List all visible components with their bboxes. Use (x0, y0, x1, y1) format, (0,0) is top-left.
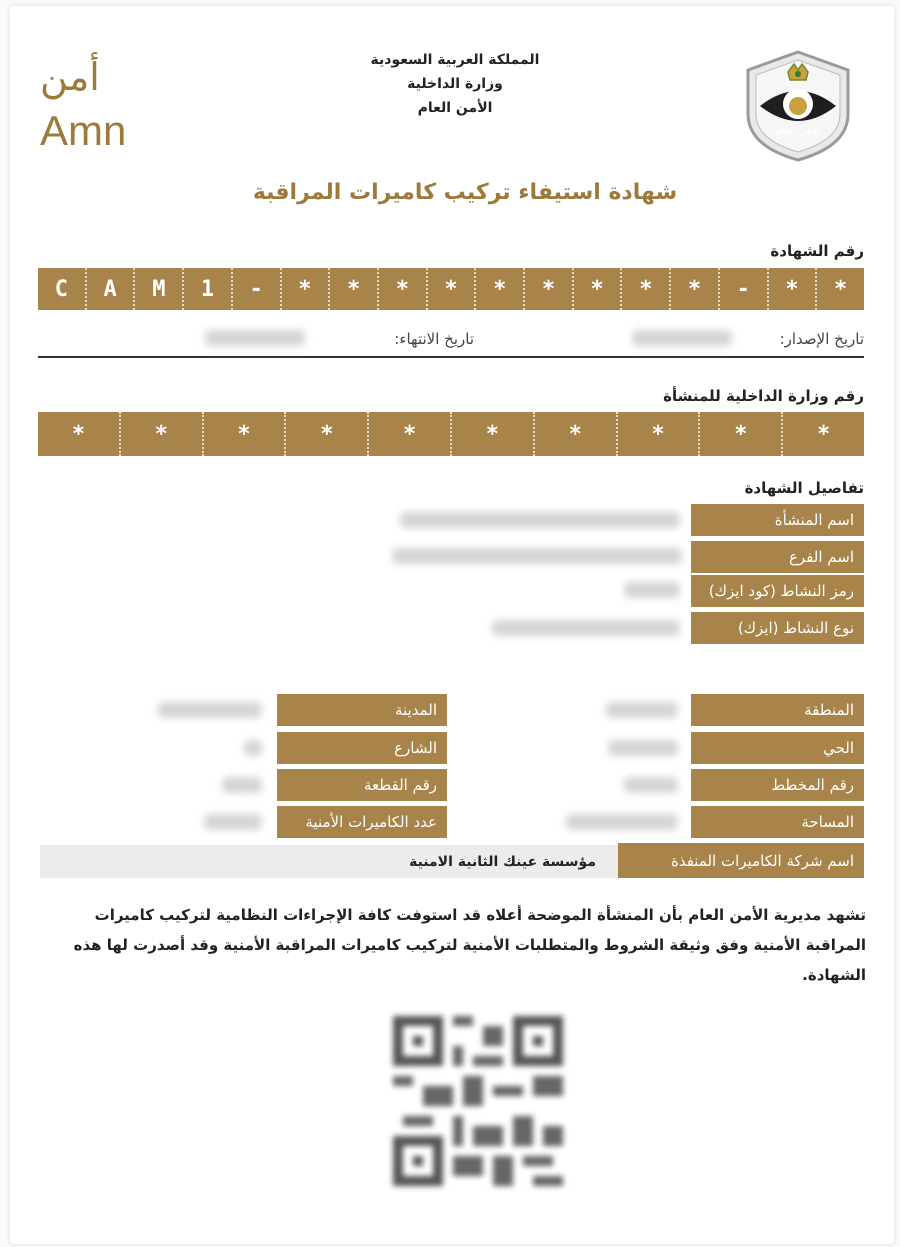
brand-arabic: أمن (40, 55, 100, 99)
cert-char: - (718, 268, 767, 310)
moi-char: * (202, 412, 285, 456)
moi-number-label: رقم وزارة الداخلية للمنشأة (663, 387, 864, 405)
field-area: المساحة (691, 806, 864, 838)
certificate-title: شهادة استيفاء تركيب كاميرات المراقبة (252, 180, 678, 205)
public-security-line: الأمن العام (417, 100, 493, 116)
amn-brand (40, 55, 127, 154)
cert-char: * (572, 268, 621, 310)
field-facility-name: اسم المنشأة (691, 504, 864, 536)
ministry-line: وزارة الداخلية (407, 76, 503, 92)
field-street: الشارع (277, 732, 447, 764)
issue-date-label: تاريخ الإصدار: (779, 330, 864, 348)
field-camera-count: عدد الكاميرات الأمنية (277, 806, 447, 838)
field-installer-company: اسم شركة الكاميرات المنفذة (618, 843, 864, 878)
cert-char: * (377, 268, 426, 310)
camera-count-value-redacted (204, 814, 262, 830)
issue-date-value-redacted (632, 330, 732, 346)
cert-char: C (54, 276, 69, 302)
kingdom-line: المملكة العربية السعودية (370, 52, 540, 68)
cert-char: * (620, 268, 669, 310)
qr-code-icon (393, 1015, 563, 1187)
moi-char: * (533, 412, 616, 456)
moi-char: * (367, 412, 450, 456)
details-label: تفاصيل الشهادة (744, 479, 864, 497)
cert-char: * (815, 268, 864, 310)
cert-char: M (133, 268, 182, 310)
activity-code-value-redacted (624, 582, 680, 598)
plot-number-value-redacted (222, 777, 262, 793)
brand-english: Amn (40, 107, 127, 154)
field-plan-number: رقم المخطط (691, 769, 864, 801)
cert-char: - (231, 268, 280, 310)
certificate-number-label: رقم الشهادة (770, 242, 864, 260)
public-security-emblem-icon (740, 48, 856, 164)
city-value-redacted (158, 702, 262, 718)
field-activity-code: رمز النشاط (كود ايزك) (691, 575, 864, 607)
district-value-redacted (608, 740, 678, 756)
field-branch-name: اسم الفرع (691, 541, 864, 573)
field-region: المنطقة (691, 694, 864, 726)
cert-char: 1 (182, 268, 231, 310)
issuer-header (350, 48, 560, 120)
region-value-redacted (606, 702, 678, 718)
activity-type-value-redacted (492, 620, 680, 636)
cert-char: * (280, 268, 329, 310)
cert-char: * (669, 268, 718, 310)
cert-char: * (767, 268, 816, 310)
field-plot-number: رقم القطعة (277, 769, 447, 801)
plan-number-value-redacted (624, 777, 678, 793)
moi-number-cells (38, 412, 864, 456)
installer-company-value: مؤسسة عينك الثانية الامنية (40, 845, 618, 878)
moi-char: * (781, 412, 864, 456)
cert-char: * (328, 268, 377, 310)
field-activity-type: نوع النشاط (ايزك) (691, 612, 864, 644)
moi-char: * (616, 412, 699, 456)
dates-row (38, 322, 864, 358)
cert-char: * (426, 268, 475, 310)
field-district: الحي (691, 732, 864, 764)
cert-char: A (85, 268, 134, 310)
certificate-number-cells (38, 268, 864, 310)
moi-char: * (698, 412, 781, 456)
facility-name-value-redacted (400, 512, 680, 528)
area-value-redacted (566, 814, 678, 830)
moi-char: * (119, 412, 202, 456)
cert-char: * (523, 268, 572, 310)
emblem-text: الأمن العام (775, 126, 821, 137)
street-value-redacted (244, 740, 262, 756)
moi-char: * (450, 412, 533, 456)
moi-char: * (284, 412, 367, 456)
branch-name-value-redacted (392, 548, 682, 564)
cert-char: * (474, 268, 523, 310)
expiry-date-value-redacted (205, 330, 305, 346)
moi-char: * (71, 421, 86, 447)
expiry-date-label: تاريخ الانتهاء: (394, 330, 474, 348)
certification-statement: تشهد مديرية الأمن العام بأن المنشأة الموضحة أعلاه قد استوفت كافة الإجراءات النظامية لتركيب كاميرات المراقبة الأمنية وفق وثيقة الشروط والمتطلبات الأمنية لتركيب كاميرات المراقبة الأمنية وقد أصدرت لها هذه الشهادة. (73, 906, 866, 984)
field-city: المدينة (277, 694, 447, 726)
